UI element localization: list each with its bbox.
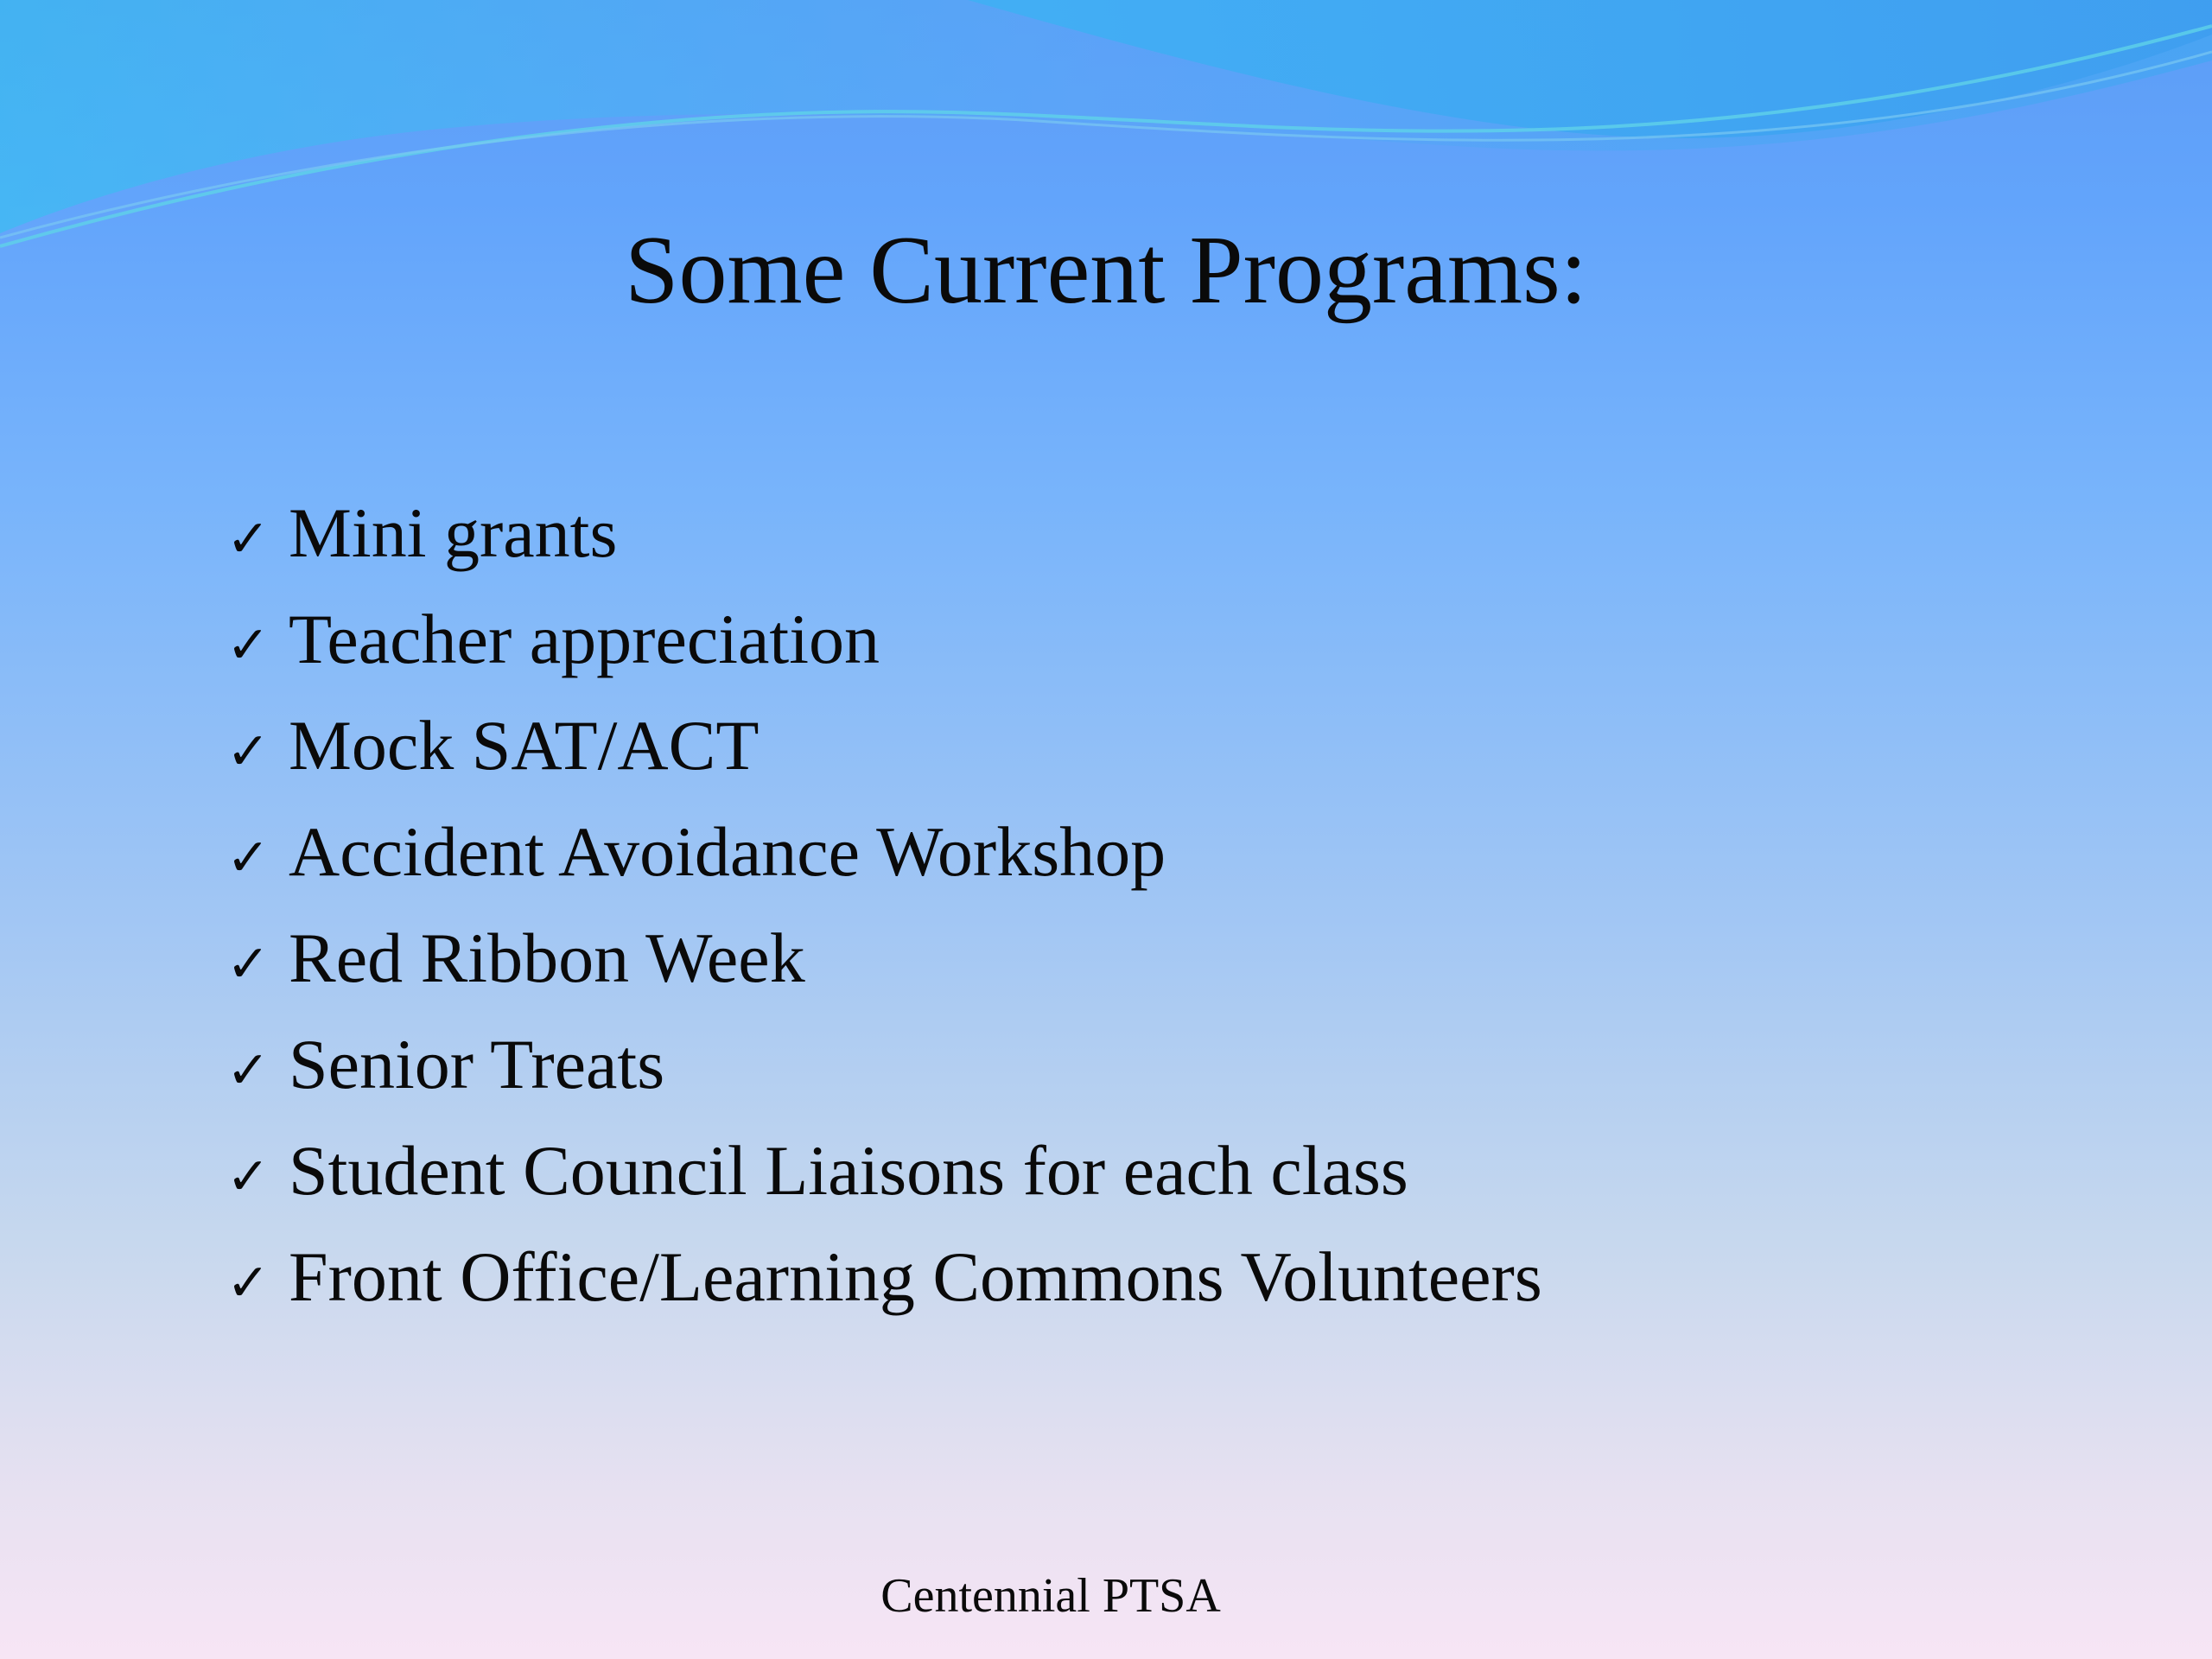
list-item-label: Accident Avoidance Workshop bbox=[289, 812, 1166, 891]
list-item bbox=[226, 1117, 1542, 1224]
list-item-label: Teacher appreciation bbox=[289, 600, 880, 678]
check-icon: ✓ bbox=[226, 615, 270, 676]
list-item-label: Red Ribbon Week bbox=[289, 918, 805, 997]
check-icon: ✓ bbox=[226, 721, 270, 782]
list-item bbox=[226, 692, 1542, 798]
check-icon: ✓ bbox=[226, 828, 270, 888]
list-item-label: Mock SAT/ACT bbox=[289, 706, 760, 785]
list-item-label: Student Council Liaisons for each class bbox=[289, 1131, 1408, 1210]
list-item bbox=[226, 586, 1542, 692]
check-icon: ✓ bbox=[226, 509, 270, 569]
list-item-label: Senior Treats bbox=[289, 1025, 665, 1103]
slide-title: Some Current Programs: bbox=[625, 217, 1587, 324]
list-item-label: Mini grants bbox=[289, 493, 618, 572]
check-icon: ✓ bbox=[226, 1147, 270, 1207]
list-item bbox=[226, 905, 1542, 1011]
list-item bbox=[226, 480, 1542, 586]
check-icon: ✓ bbox=[226, 1253, 270, 1313]
list-item bbox=[226, 798, 1542, 905]
check-icon: ✓ bbox=[226, 934, 270, 995]
check-icon: ✓ bbox=[226, 1040, 270, 1101]
list-item-label: Front Office/Learning Commons Volunteers bbox=[289, 1237, 1542, 1316]
list-item bbox=[226, 1224, 1542, 1330]
list-item bbox=[226, 1011, 1542, 1117]
slide-footer: Centennial PTSA bbox=[880, 1569, 1221, 1623]
program-list bbox=[226, 480, 1542, 1330]
